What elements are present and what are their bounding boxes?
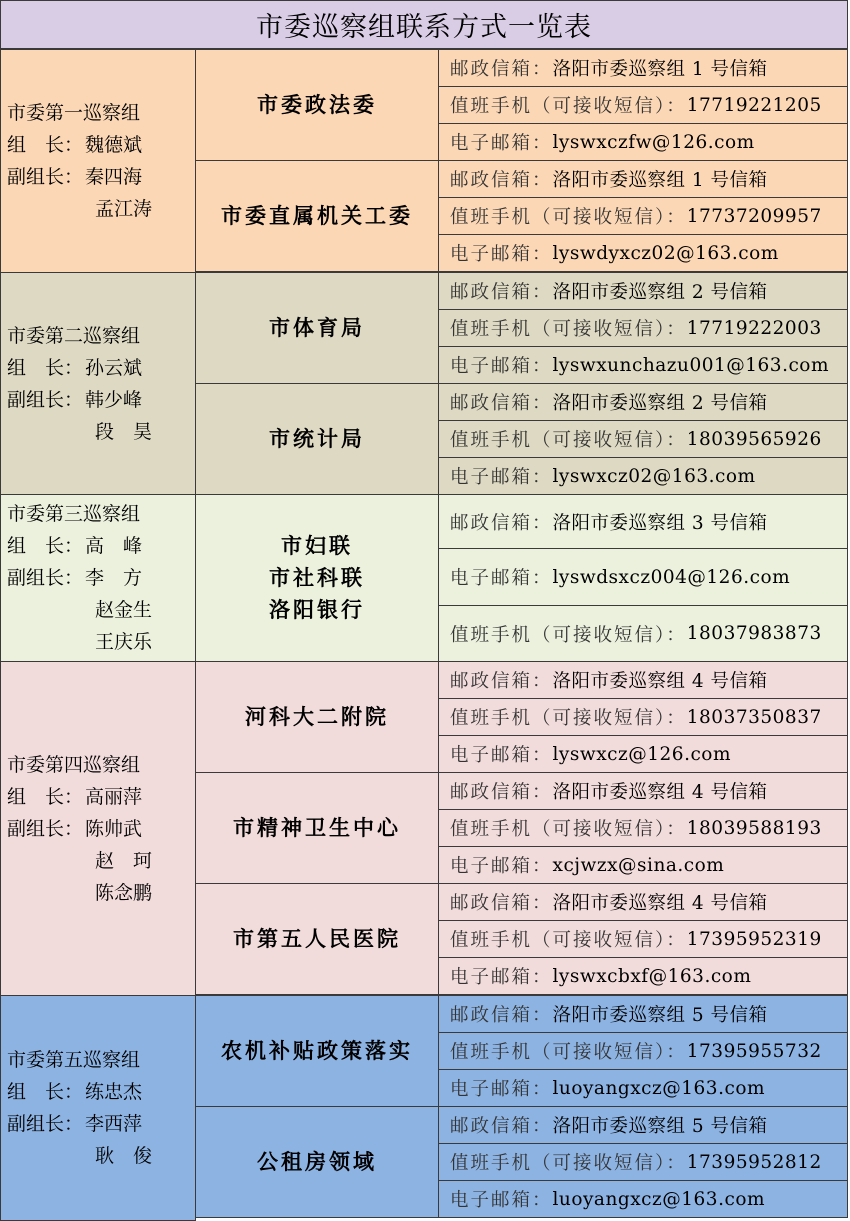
contact-value-email: lyswxcz02@163.com [552, 465, 756, 487]
deputy-name: 陈帅武 [85, 817, 143, 840]
page-title: 市委巡察组联系方式一览表 [0, 0, 848, 49]
group-1 [0, 49, 848, 272]
indent [7, 1140, 95, 1172]
contact-label-mail: 邮政信箱： [450, 393, 553, 414]
group-leader-cell [0, 995, 196, 1221]
contact-value-phone: 18039588193 [686, 817, 822, 839]
deputy-label: 副组长： [7, 567, 84, 589]
contact-phone [438, 1143, 848, 1181]
contact-label-email: 电子邮箱： [450, 133, 553, 154]
leader-label: 组 长： [7, 535, 84, 557]
deputy-name: 李 方 [85, 567, 143, 589]
leader-name: 高 峰 [85, 535, 143, 557]
contact-value-phone: 17395952319 [686, 928, 822, 950]
contact-label-phone: 值班手机（可接收短信）： [450, 96, 687, 117]
leader-line [7, 530, 195, 562]
contact-email [438, 457, 848, 495]
leader-label: 组 长： [7, 356, 84, 379]
contact-value-mail: 洛阳市委巡察组 4 号信箱 [552, 671, 768, 692]
unit-name: 河科大二附院 [245, 704, 389, 729]
contact-phone [438, 698, 848, 736]
contact-value-phone: 17737209957 [686, 205, 822, 227]
contact-label-email: 电子邮箱： [450, 967, 553, 988]
deputy-line [7, 1140, 195, 1172]
leader-label: 组 长： [7, 785, 84, 808]
group-name-text: 市委第五巡察组 [7, 1049, 141, 1071]
unit-name: 公租房领域 [257, 1149, 377, 1174]
contact-email [438, 846, 848, 884]
unit-name-cell [195, 494, 439, 662]
deputy-name: 陈念鹏 [95, 881, 153, 904]
indent [7, 845, 95, 877]
deputy-line [7, 384, 195, 416]
indent [7, 626, 95, 658]
unit-name-cell [195, 272, 439, 384]
contact-value-email: luoyangxcz@163.com [552, 1188, 765, 1210]
group-leader-cell [0, 494, 196, 662]
unit-name-cell [195, 49, 439, 161]
contact-value-email: lyswxcz@126.com [552, 743, 731, 765]
leader-name: 孙云斌 [85, 356, 143, 379]
contact-value-mail: 洛阳市委巡察组 1 号信箱 [552, 59, 768, 80]
unit-name-cell [195, 1106, 439, 1218]
contact-value-email: lyswxcbxf@163.com [552, 965, 752, 987]
contact-mail [438, 383, 848, 421]
unit-name: 市第五人民医院 [233, 926, 401, 951]
unit-name-cell [195, 160, 439, 272]
leader-name: 高丽萍 [85, 785, 143, 808]
group-name-text: 市委第一巡察组 [7, 102, 141, 124]
contact-mail [438, 995, 848, 1033]
contact-mail [438, 772, 848, 810]
contact-phone [438, 920, 848, 958]
contact-label-mail: 邮政信箱： [450, 782, 553, 803]
unit-name: 农机补贴政策落实 [221, 1038, 413, 1063]
group-leader-cell [0, 49, 196, 273]
unit-name: 洛阳银行 [269, 597, 365, 622]
contact-value-phone: 18037350837 [686, 706, 822, 728]
deputy-label: 副组长： [7, 166, 84, 188]
contact-label-phone: 值班手机（可接收短信）： [450, 1153, 687, 1174]
contact-label-mail: 邮政信箱： [450, 1116, 553, 1137]
group-name [7, 320, 195, 352]
group-name [7, 97, 195, 129]
contact-email [438, 1069, 848, 1107]
group-name [7, 1044, 195, 1076]
contact-value-email: lyswdyxcz02@163.com [552, 242, 779, 264]
unit-name: 市体育局 [269, 315, 365, 340]
deputy-line [7, 161, 195, 193]
unit-name: 市统计局 [269, 426, 365, 451]
contact-value-phone: 17395952812 [686, 1151, 822, 1173]
leader-name: 魏德斌 [85, 134, 143, 156]
deputy-label: 副组长： [7, 817, 84, 840]
contact-value-phone: 17719222003 [686, 317, 822, 339]
deputy-line [7, 626, 195, 658]
leader-label: 组 长： [7, 1081, 84, 1103]
contact-value-email: lyswxunchazu001@163.com [552, 354, 829, 376]
contact-label-email: 电子邮箱： [450, 856, 553, 877]
group-name-text: 市委第四巡察组 [7, 753, 141, 776]
indent [7, 416, 95, 448]
contact-phone [438, 309, 848, 347]
contact-phone [438, 605, 848, 662]
group-name [7, 498, 195, 530]
deputy-label: 副组长： [7, 388, 84, 411]
deputy-name: 段 昊 [95, 420, 153, 443]
contact-email [438, 234, 848, 272]
group-name [7, 749, 195, 781]
deputy-line [7, 877, 195, 909]
contact-email [438, 123, 848, 161]
contact-value-mail: 洛阳市委巡察组 2 号信箱 [552, 282, 768, 303]
group-name-text: 市委第二巡察组 [7, 324, 141, 347]
contact-label-phone: 值班手机（可接收短信）： [450, 430, 687, 451]
unit-name: 市社科联 [269, 565, 365, 590]
contact-label-mail: 邮政信箱： [450, 59, 553, 80]
contact-label-mail: 邮政信箱： [450, 671, 553, 692]
contact-phone [438, 1032, 848, 1070]
contact-value-email: luoyangxcz@163.com [552, 1077, 765, 1099]
contact-value-phone: 17719221205 [686, 94, 822, 116]
leader-line [7, 129, 195, 161]
contact-mail [438, 272, 848, 310]
contact-label-mail: 邮政信箱： [450, 512, 553, 534]
deputy-line [7, 845, 195, 877]
group-leader-cell [0, 272, 196, 495]
deputy-line [7, 813, 195, 845]
contact-label-mail: 邮政信箱： [450, 893, 553, 914]
deputy-name: 王庆乐 [95, 631, 153, 653]
indent [7, 877, 95, 909]
contact-label-phone: 值班手机（可接收短信）： [450, 207, 687, 228]
contact-phone [438, 420, 848, 458]
contact-mail [438, 661, 848, 699]
contact-value-email: xcjwzx@sina.com [552, 854, 725, 876]
contact-label-phone: 值班手机（可接收短信）： [450, 819, 687, 840]
deputy-line [7, 594, 195, 626]
contact-value-phone: 18039565926 [686, 428, 822, 450]
contact-mail [438, 494, 848, 549]
contact-value-phone: 17395955732 [686, 1040, 822, 1062]
deputy-name: 赵 珂 [95, 849, 153, 872]
deputy-line [7, 416, 195, 448]
contact-label-mail: 邮政信箱： [450, 282, 553, 303]
contact-value-mail: 洛阳市委巡察组 4 号信箱 [552, 893, 768, 914]
unit-name-cell [195, 772, 439, 884]
contact-label-phone: 值班手机（可接收短信）： [450, 319, 687, 340]
deputy-line [7, 193, 195, 225]
group-leader-cell [0, 661, 196, 996]
contact-phone [438, 86, 848, 124]
indent [7, 594, 95, 626]
contact-mail [438, 49, 848, 87]
indent [7, 193, 95, 225]
contact-phone [438, 809, 848, 847]
leader-name: 练忠杰 [85, 1081, 143, 1103]
unit-name: 市精神卫生中心 [233, 815, 401, 840]
deputy-name: 赵金生 [95, 599, 153, 621]
contact-email [438, 735, 848, 773]
contact-value-email: lyswdsxcz004@126.com [552, 566, 791, 588]
contact-value-email: lyswxczfw@126.com [552, 131, 755, 153]
contact-phone [438, 197, 848, 235]
contact-label-email: 电子邮箱： [450, 1190, 553, 1211]
contact-label-email: 电子邮箱： [450, 356, 553, 377]
contact-value-mail: 洛阳市委巡察组 4 号信箱 [552, 782, 768, 803]
contact-mail [438, 883, 848, 921]
group-3 [0, 494, 848, 661]
leader-line [7, 1076, 195, 1108]
contact-label-phone: 值班手机（可接收短信）： [450, 930, 687, 951]
leader-line [7, 781, 195, 813]
contact-email [438, 548, 848, 606]
deputy-name: 秦四海 [85, 166, 143, 188]
contact-value-mail: 洛阳市委巡察组 5 号信箱 [552, 1005, 768, 1026]
deputy-name: 耿 俊 [95, 1145, 153, 1167]
leader-line [7, 352, 195, 384]
contact-label-email: 电子邮箱： [450, 244, 553, 265]
leader-label: 组 长： [7, 134, 84, 156]
group-5 [0, 995, 848, 1220]
contact-label-mail: 邮政信箱： [450, 1005, 553, 1026]
unit-name-cell [195, 883, 439, 995]
contact-value-mail: 洛阳市委巡察组 3 号信箱 [552, 512, 768, 534]
contact-label-mail: 邮政信箱： [450, 170, 553, 191]
contact-mail [438, 160, 848, 198]
contact-value-mail: 洛阳市委巡察组 1 号信箱 [552, 170, 768, 191]
contact-email [438, 957, 848, 995]
contact-email [438, 346, 848, 384]
contact-label-phone: 值班手机（可接收短信）： [450, 624, 687, 646]
deputy-line [7, 562, 195, 594]
unit-name: 市委直属机关工委 [221, 203, 413, 228]
contact-label-email: 电子邮箱： [450, 467, 553, 488]
unit-name-cell [195, 995, 439, 1107]
unit-name-cell [195, 661, 439, 773]
group-name-text: 市委第三巡察组 [7, 503, 141, 525]
group-4 [0, 661, 848, 995]
deputy-name: 孟江涛 [95, 198, 153, 220]
contact-label-email: 电子邮箱： [450, 1079, 553, 1100]
contact-label-email: 电子邮箱： [450, 745, 553, 766]
unit-name: 市妇联 [281, 533, 353, 558]
contact-label-phone: 值班手机（可接收短信）： [450, 708, 687, 729]
deputy-line [7, 1108, 195, 1140]
contact-label-phone: 值班手机（可接收短信）： [450, 1042, 687, 1063]
contact-value-mail: 洛阳市委巡察组 5 号信箱 [552, 1116, 768, 1137]
contact-value-phone: 18037983873 [686, 623, 822, 644]
unit-name: 市委政法委 [257, 92, 377, 117]
contact-mail [438, 1106, 848, 1144]
contact-value-mail: 洛阳市委巡察组 2 号信箱 [552, 393, 768, 414]
deputy-name: 韩少峰 [85, 388, 143, 411]
contact-email [438, 1180, 848, 1218]
deputy-name: 李西萍 [85, 1113, 143, 1135]
deputy-label: 副组长： [7, 1113, 84, 1135]
contact-label-email: 电子邮箱： [450, 568, 553, 589]
unit-name-cell [195, 383, 439, 495]
group-2 [0, 272, 848, 494]
